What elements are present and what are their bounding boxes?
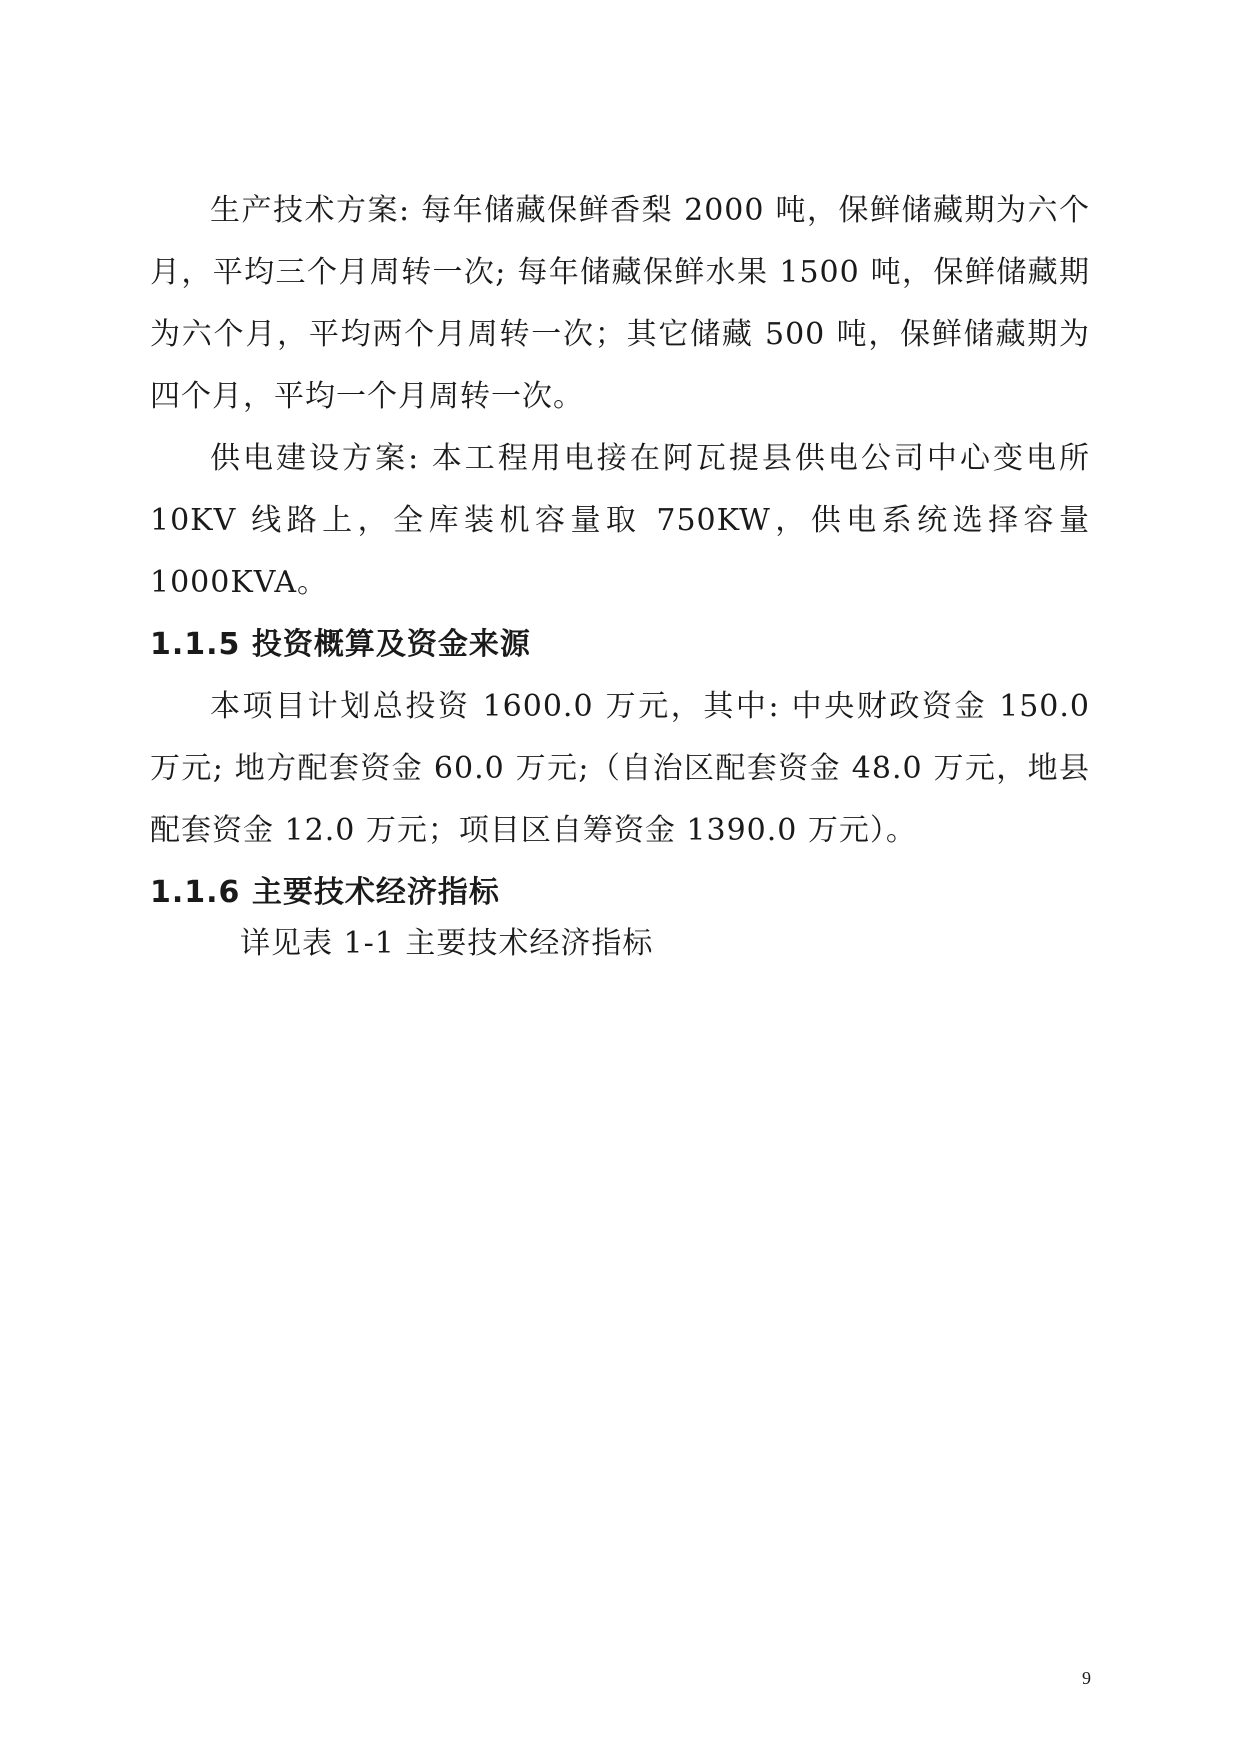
investment-paragraph: 本项目计划总投资 1600.0 万元，其中: 中央财政资金 150.0 万元; 地方配套资金 60.0 万元;（自治区配套资金 48.0 万元，地县配套资金 12.0 万元；项目区自筹资金 1390.0 万元）。: [150, 689, 1090, 848]
page-number: 9: [1082, 1668, 1091, 1688]
indicators-reference: 详见表 1-1 主要技术经济指标: [240, 926, 654, 961]
production-plan-paragraph: 生产技术方案: 每年储藏保鲜香梨 2000 吨，保鲜储藏期为六个月，平均三个月周转一次; 每年储藏保鲜水果 1500 吨，保鲜储藏期为六个月，平均两个月周转一次；其它储藏 500 吨，保鲜储藏期为四个月，平均一个月周转一次。: [150, 193, 1090, 414]
section-1-1-5-heading: 1.1.5 投资概算及资金来源: [150, 627, 531, 662]
section-1-1-6-heading: 1.1.6 主要技术经济指标: [150, 875, 500, 910]
page-content: [150, 180, 1090, 964]
power-plan-paragraph: 供电建设方案: 本工程用电接在阿瓦提县供电公司中心变电所 10KV 线路上，全库装机容量取 750KW，供电系统选择容量 1000KVA。: [150, 441, 1090, 600]
